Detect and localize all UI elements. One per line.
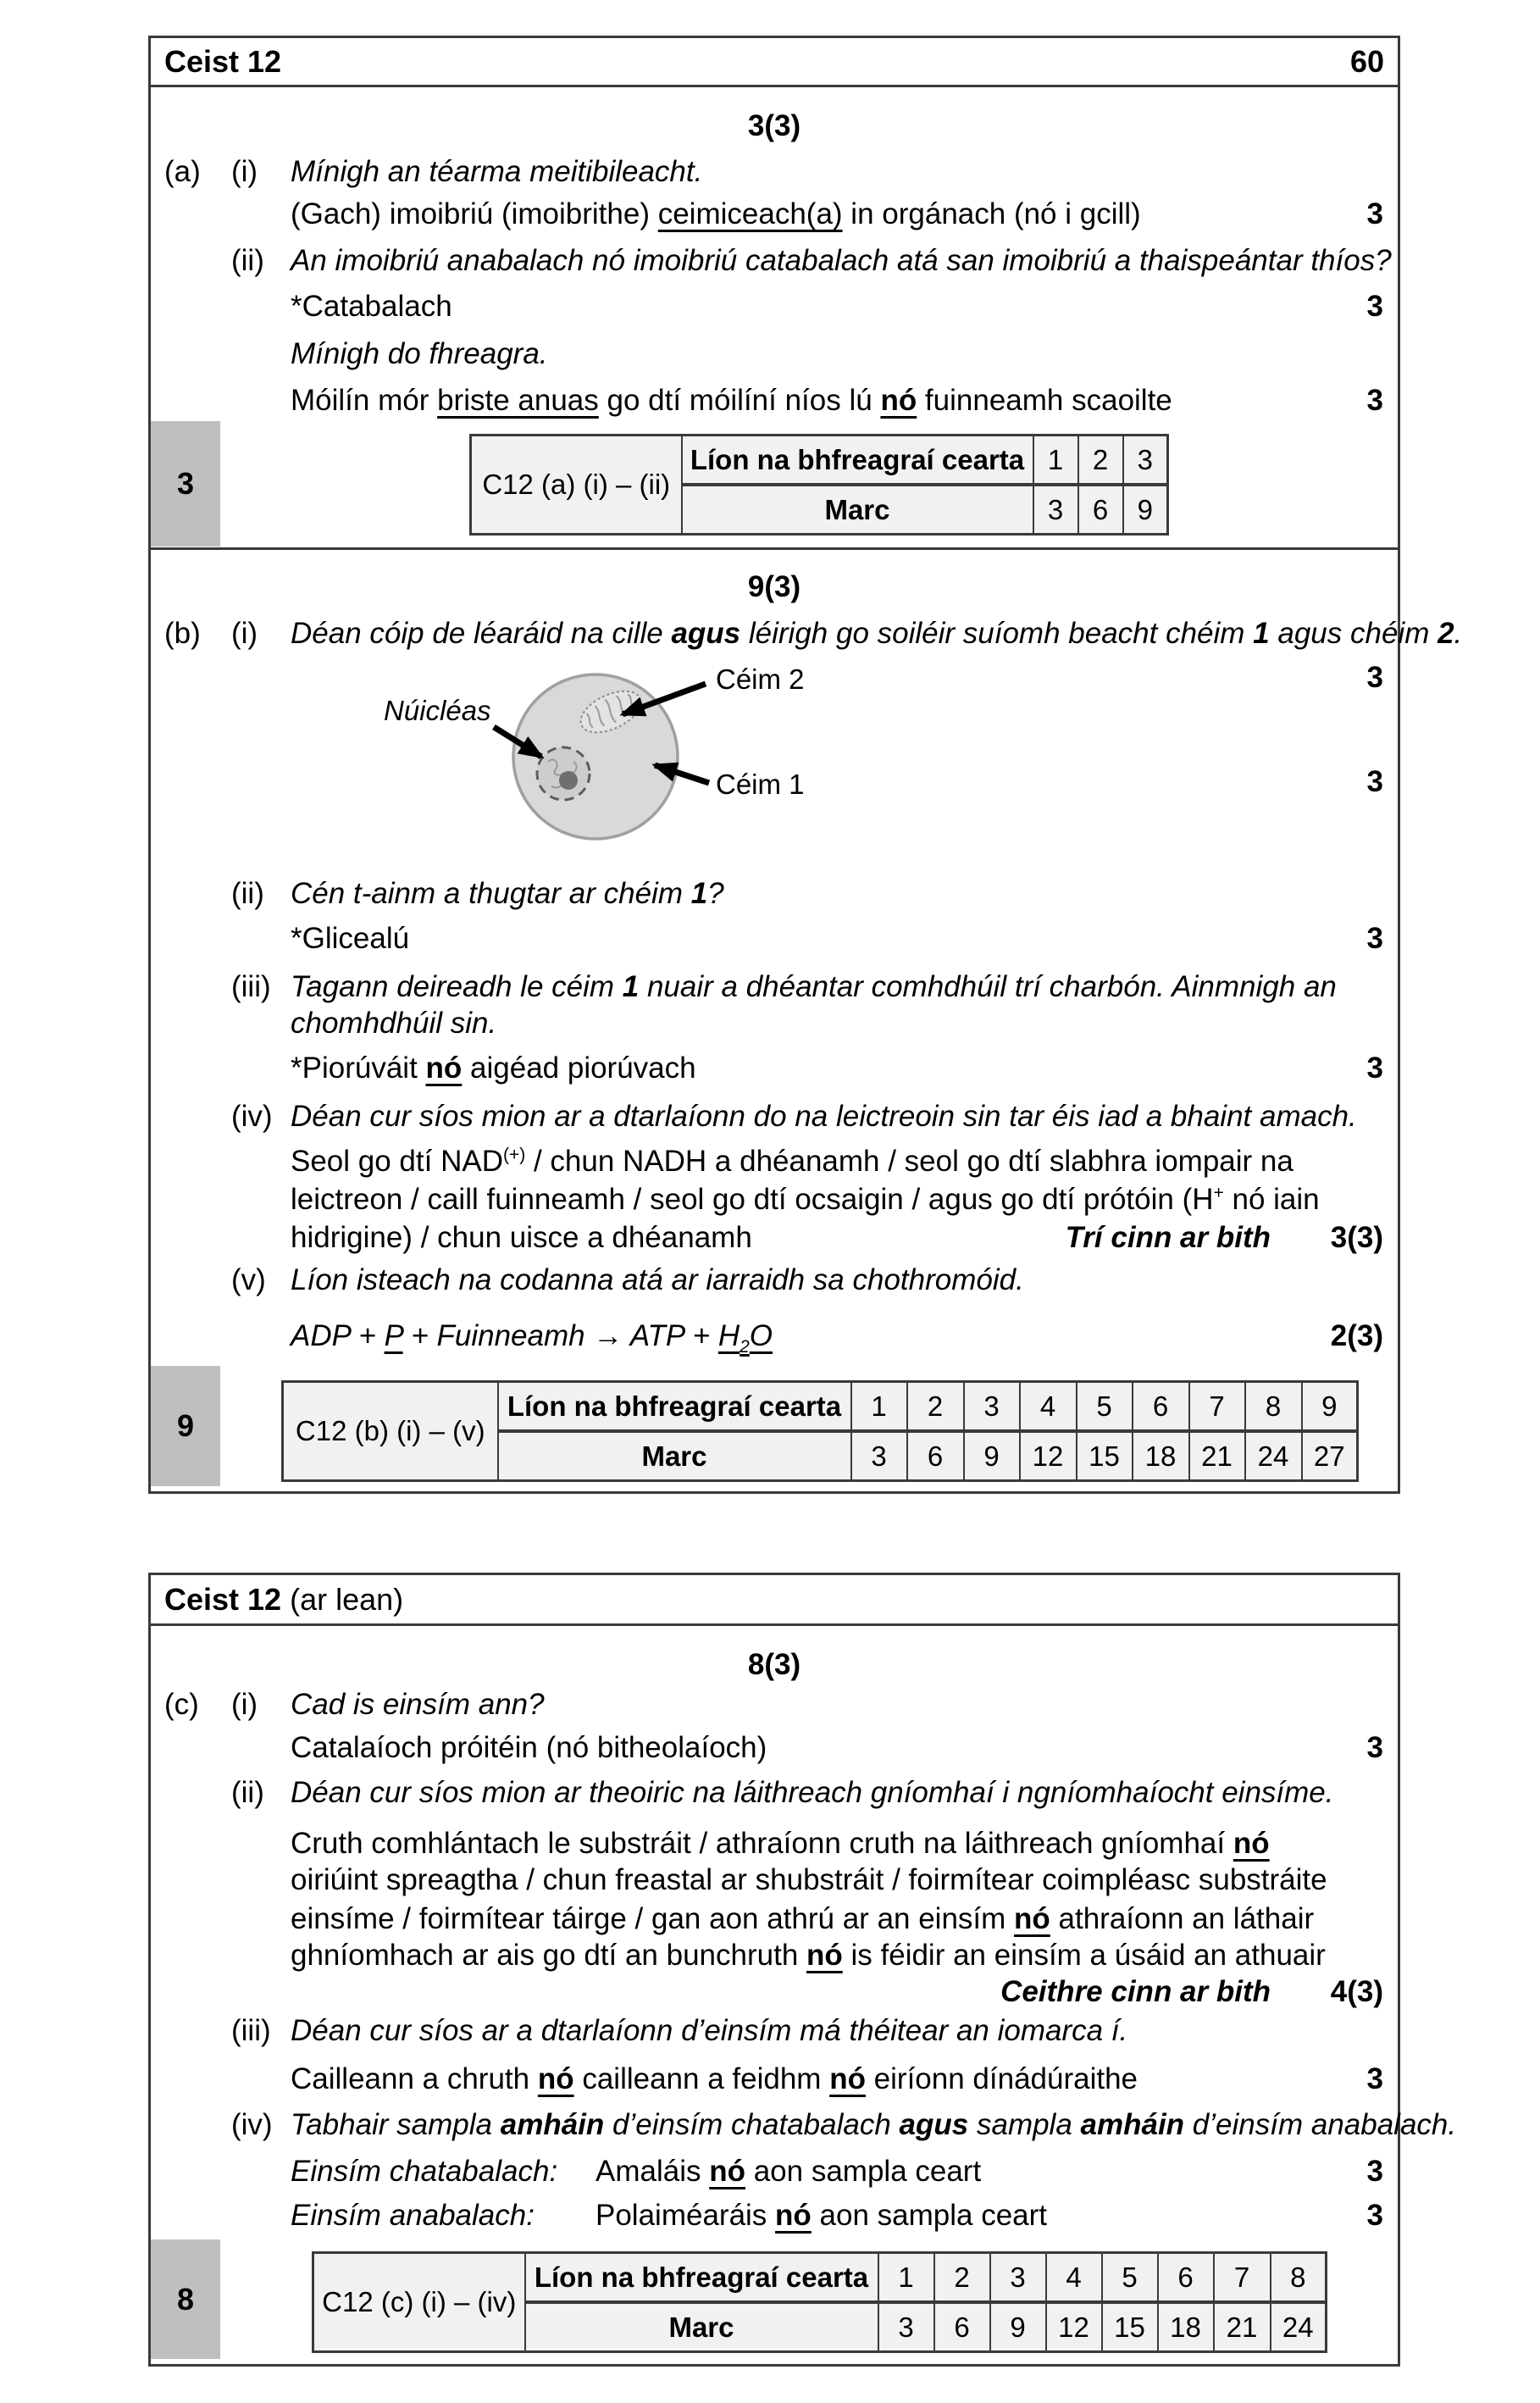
text-run: agus: [671, 617, 741, 650]
table-cell: 6: [934, 2302, 990, 2352]
text-run: nó: [829, 2062, 866, 2095]
answer-text: [291, 286, 452, 328]
question-a-ii: [151, 240, 1398, 282]
table-cell: 4: [1046, 2253, 1102, 2303]
text-run: P: [384, 1319, 403, 1352]
step2-label: Céim 2: [716, 663, 805, 695]
text-run: ADP +: [291, 1319, 385, 1352]
text-run: Seol go dtí NAD: [291, 1145, 503, 1178]
question-b-i: [151, 613, 1463, 655]
table-cell: 15: [1102, 2302, 1158, 2352]
text-run: Einsím anabalach:: [291, 2199, 535, 2232]
text-run: Móilín mór: [291, 384, 438, 417]
text-run: Déan cóip de léaráid na cille: [291, 617, 672, 650]
answer-text: [291, 1140, 1293, 1183]
mark-value: 2(3): [1330, 1319, 1383, 1352]
question-text: [291, 1259, 1024, 1301]
mark-value: 3: [1366, 1731, 1383, 1764]
question-header: [151, 1575, 1398, 1626]
text-run: →: [593, 1319, 623, 1352]
subpart-label: (ii): [231, 244, 264, 277]
text-run: / chun NADH a dhéanamh / seol go dtí slabhra iompair na: [525, 1145, 1293, 1178]
answer-a-ii-explain: [151, 380, 1398, 422]
answer-b-iii: [151, 1047, 1398, 1090]
mark-value: 3: [1366, 765, 1383, 798]
marking-table-a: [469, 434, 1169, 536]
mark-value: 3: [1366, 197, 1383, 230]
question-text: [291, 2010, 1127, 2052]
subpart-label: (i): [231, 155, 258, 188]
text-run: Mínigh do fhreagra.: [291, 337, 548, 370]
table-cell: 8: [1245, 1382, 1302, 1432]
text-run: nó: [537, 2062, 574, 2095]
text-run: Amaláis: [596, 2155, 710, 2188]
mark-value: 3: [1366, 2062, 1383, 2095]
part-label: (a): [164, 155, 201, 188]
mark-value: 3: [1366, 661, 1383, 694]
table-cell: 3: [878, 2302, 934, 2352]
subpart-label: (iv): [231, 2108, 273, 2141]
answer-label: [291, 2150, 557, 2193]
section-c-total-tab: 8: [151, 2239, 220, 2359]
table-cell: 2: [1078, 436, 1123, 486]
table-cell: 3: [964, 1382, 1020, 1432]
text-run: in orgánach (nó i gcill): [842, 197, 1141, 230]
answer-c-ii-line2: [151, 1859, 1398, 1901]
table-cell: 18: [1158, 2302, 1214, 2352]
table-count-label: Líon na bhfreagraí cearta: [525, 2253, 878, 2303]
text-run: eiríonn dínádúraithe: [865, 2062, 1138, 2095]
table-cell: 5: [1077, 1382, 1133, 1432]
table-cell: 15: [1077, 1431, 1133, 1481]
step1-label: Céim 1: [716, 769, 805, 800]
text-run: nó iain: [1223, 1183, 1320, 1216]
question-title: Ceist 12: [164, 43, 282, 79]
question-text: [291, 240, 1392, 282]
text-run: aigéad piorúvach: [462, 1052, 696, 1085]
table-ref: C12 (b) (i) – (v): [283, 1382, 498, 1481]
any-three-note: Trí cinn ar bith: [1065, 1221, 1271, 1254]
question-header: [151, 38, 1398, 87]
table-cell: 21: [1189, 1431, 1245, 1481]
text-run: Déan cur síos ar a dtarlaíonn d’einsím má théitear an iomarca í.: [291, 2014, 1128, 2047]
answer-text: [291, 1047, 696, 1090]
text-run: 2: [1438, 617, 1454, 650]
text-run: agus chéim: [1269, 617, 1438, 650]
question-text: [291, 613, 1462, 655]
table-count-label: Líon na bhfreagraí cearta: [498, 1382, 851, 1432]
question-text: [291, 1684, 545, 1726]
mark-value: 3: [1366, 2155, 1383, 2188]
answer-b-v-equation: [151, 1315, 1398, 1357]
table-mark-label: Marc: [498, 1431, 851, 1481]
text-run: einsíme / foirmítear táirge / gan aon athrú ar an einsím: [291, 1902, 1015, 1935]
table-cell: 21: [1214, 2302, 1271, 2352]
question-text: [291, 1772, 1333, 1814]
table-cell: 5: [1102, 2253, 1158, 2303]
text-run: *Piorúváit: [291, 1052, 426, 1085]
question-c-i: [151, 1684, 1398, 1726]
subpart-label: (iii): [231, 2014, 271, 2047]
text-run: amháin: [500, 2108, 605, 2141]
text-run: chomhdhúil sin.: [291, 1007, 497, 1040]
mark-value: 4(3): [1330, 1975, 1383, 2008]
answer-b-ii: [151, 918, 1398, 960]
table-ref: C12 (a) (i) – (ii): [471, 436, 682, 535]
text-run: leictreon / caill fuinneamh / seol go dtí ocsaigin / agus go dtí prótóin (H: [291, 1183, 1214, 1216]
text-run: d’einsím chatabalach: [604, 2108, 900, 2141]
section-a-heading: 3(3): [747, 109, 801, 142]
section-a-total-tab: 3: [151, 421, 220, 547]
table-cell: 4: [1020, 1382, 1077, 1432]
question-a-i: [151, 151, 1398, 193]
answer-c-i: [151, 1727, 1398, 1769]
text-run: Déan cur síos mion ar a dtarlaíonn do na leictreoin sin tar éis iad a bhaint amach.: [291, 1100, 1357, 1133]
text-run: (+): [502, 1145, 526, 1165]
text-run: O: [749, 1319, 773, 1352]
answer-text: [291, 193, 1141, 236]
answer-text: [596, 2150, 981, 2193]
text-run: nó: [425, 1052, 463, 1085]
table-cell: 1: [1033, 436, 1078, 486]
text-run: Mínigh an téarma meitibileacht.: [291, 155, 703, 188]
marking-table-b: [281, 1380, 1359, 1482]
text-run: aon sampla ceart: [745, 2155, 982, 2188]
marking-table-c: [312, 2251, 1327, 2353]
text-run: ceimiceach(a): [657, 197, 843, 230]
table-cell: 12: [1046, 2302, 1102, 2352]
question-box-ceist12-continued: [148, 1573, 1457, 2367]
text-run: H: [717, 1319, 740, 1352]
answer-c-iv-catabolic: [151, 2150, 1398, 2193]
answer-c-iv-anabolic: [151, 2195, 1398, 2237]
table-cell: 2: [934, 2253, 990, 2303]
table-cell: 9: [1302, 1382, 1358, 1432]
text-run: cailleann a feidhm: [573, 2062, 830, 2095]
answer-text: [291, 2058, 1138, 2101]
mark-value: 3(3): [1330, 1221, 1383, 1254]
text-run: agus: [899, 2108, 969, 2141]
table-cell: 9: [964, 1431, 1020, 1481]
table-cell: 1: [878, 2253, 934, 2303]
text-run: Déan cur síos mion ar theoiric na láithreach gníomhaí i ngníomhaíocht einsíme.: [291, 1776, 1334, 1809]
text-run: Cad is einsím ann?: [291, 1688, 545, 1721]
answer-text: [291, 1859, 1327, 1901]
answer-text: [291, 1727, 767, 1769]
mark-value: 3: [1366, 1052, 1383, 1085]
table-count-label: Líon na bhfreagraí cearta: [682, 436, 1033, 486]
text-run: ghníomhach ar ais go dtí an bunchruth: [291, 1939, 807, 1972]
text-run: *Catabalach: [291, 290, 452, 323]
answer-a-ii: [151, 286, 1398, 328]
text-run: léirigh go soiléir suíomh beacht chéim: [740, 617, 1254, 650]
text-run: Cailleann a chruth: [291, 2062, 538, 2095]
text-run: hidrigine) / chun uisce a dhéanamh: [291, 1221, 752, 1254]
question-subtitle: (ar lean): [290, 1581, 404, 1617]
text-run: + Fuinneamh: [402, 1319, 594, 1352]
text-run: athraíonn an láthair: [1050, 1902, 1315, 1935]
answer-text: [291, 1179, 1320, 1221]
text-run: Polaiméaráis: [596, 2199, 776, 2232]
text-run: nó: [806, 1939, 843, 1972]
text-run: briste anuas: [437, 384, 599, 417]
question-a-ii-explain: [151, 333, 1398, 375]
answer-b-iv-line2: [151, 1179, 1398, 1221]
text-run: Tabhair sampla: [291, 2108, 501, 2141]
table-cell: 7: [1214, 2253, 1271, 2303]
text-run: oiriúint spreagtha / chun freastal ar shubstráit / foirmítear coimpléasc substráite: [291, 1863, 1327, 1896]
section-divider: [148, 547, 1400, 550]
part-label: (c): [164, 1688, 199, 1721]
table-cell: 2: [907, 1382, 964, 1432]
answer-text: [291, 918, 409, 960]
text-run: (Gach) imoibriú (imoibrithe): [291, 197, 658, 230]
answer-text: [596, 2195, 1047, 2237]
question-b-iii-line2: [151, 1002, 1398, 1045]
table-cell: 9: [990, 2302, 1046, 2352]
question-text: [291, 151, 702, 193]
subpart-label: (iii): [231, 970, 271, 1003]
answer-c-iii: [151, 2058, 1398, 2101]
text-run: *Glicealú: [291, 922, 410, 955]
question-total-marks: 60: [1349, 43, 1384, 79]
table-cell: 3: [1123, 436, 1168, 486]
subpart-label: (i): [231, 1688, 258, 1721]
text-run: nó: [1233, 1827, 1270, 1860]
table-cell: 27: [1302, 1431, 1358, 1481]
table-cell: 3: [990, 2253, 1046, 2303]
table-cell: 6: [1078, 485, 1123, 535]
table-cell: 7: [1189, 1382, 1245, 1432]
question-text: [291, 1002, 496, 1045]
text-run: 2: [740, 1337, 750, 1357]
nucleus-label: Núicléas: [384, 695, 491, 726]
question-box-ceist12: [148, 36, 1463, 1494]
text-run: fuinneamh scaoilte: [917, 384, 1172, 417]
text-run: .: [1454, 617, 1463, 650]
equation-text: [291, 1315, 773, 1357]
text-run: Catalaíoch próitéin (nó bitheolaíoch): [291, 1731, 767, 1764]
text-run: 1: [622, 970, 640, 1003]
table-cell: 8: [1271, 2253, 1327, 2303]
table-cell: 18: [1133, 1431, 1189, 1481]
table-cell: 1: [851, 1382, 907, 1432]
subpart-label: (ii): [231, 1776, 264, 1809]
subpart-label: (ii): [231, 877, 264, 910]
answer-b-iv-line3: [151, 1217, 1398, 1259]
mark-value: 3: [1366, 922, 1383, 955]
mark-value: 3: [1366, 2199, 1383, 2232]
question-b-ii: [151, 873, 1398, 915]
table-cell: 24: [1271, 2302, 1327, 2352]
text-run: Líon isteach na codanna atá ar iarraidh sa chothromóid.: [291, 1263, 1024, 1296]
text-run: sampla: [968, 2108, 1081, 2141]
question-title: Ceist 12: [164, 1581, 282, 1617]
any-four-note: Ceithre cinn ar bith: [1000, 1975, 1271, 2008]
text-run: 1: [1253, 617, 1270, 650]
text-run: aon sampla ceart: [811, 2199, 1048, 2232]
question-c-iv: [151, 2104, 1457, 2146]
table-mark-label: Marc: [525, 2302, 878, 2352]
text-run: d’einsím anabalach.: [1184, 2108, 1457, 2141]
answer-c-ii-note-line: [151, 1971, 1398, 2013]
text-run: nuair a dhéantar comhdhúil trí charbón. Ainmnigh an: [639, 970, 1337, 1003]
text-run: Einsím chatabalach:: [291, 2155, 558, 2188]
answer-a-i: [151, 193, 1398, 236]
text-run: nó: [880, 384, 917, 417]
table-cell: 9: [1123, 485, 1168, 535]
question-text: [291, 2104, 1456, 2146]
section-b-heading: 9(3): [747, 570, 801, 603]
answer-b-iv-line1: [151, 1140, 1398, 1183]
answer-text: [291, 380, 1172, 422]
question-text: [291, 873, 724, 915]
text-run: An imoibriú anabalach nó imoibriú catabalach atá san imoibriú a thaispeántar thíos?: [291, 244, 1392, 277]
text-run: nó: [775, 2199, 812, 2232]
table-cell: 6: [1158, 2253, 1214, 2303]
answer-text: [291, 1217, 752, 1259]
table-cell: 3: [1033, 485, 1078, 535]
text-run: ATP +: [623, 1319, 718, 1352]
table-cell: 3: [851, 1431, 907, 1481]
text-run: nó: [1014, 1902, 1050, 1935]
text-run: +: [1213, 1183, 1224, 1203]
text-run: ?: [707, 877, 724, 910]
section-b-total-tab: 9: [151, 1366, 220, 1486]
subpart-label: (v): [231, 1263, 266, 1296]
text-run: Cruth comhlántach le substráit / athraíonn cruth na láithreach gníomhaí: [291, 1827, 1233, 1860]
text-run: nó: [709, 2155, 745, 2188]
section-c-heading: 8(3): [747, 1648, 801, 1681]
subpart-label: (iv): [231, 1100, 273, 1133]
question-b-iv: [151, 1096, 1398, 1138]
mark-value: 3: [1366, 290, 1383, 323]
subpart-label: (i): [231, 617, 258, 650]
part-label: (b): [164, 617, 201, 650]
table-cell: 12: [1020, 1431, 1077, 1481]
question-c-iii: [151, 2010, 1398, 2052]
mark-value: 3: [1366, 384, 1383, 417]
text-run: is féidir an einsím a úsáid an athuair: [842, 1939, 1326, 1972]
diagram-mark-top: [151, 657, 1398, 699]
diagram-mark-bottom: [151, 761, 1398, 803]
question-text: [291, 1096, 1357, 1138]
question-b-v: [151, 1259, 1398, 1301]
text-run: Cén t-ainm a thugtar ar chéim: [291, 877, 691, 910]
table-ref: C12 (c) (i) – (iv): [313, 2253, 525, 2352]
answer-label: [291, 2195, 535, 2237]
text-run: Tagann deireadh le céim: [291, 970, 623, 1003]
question-text: [291, 333, 548, 375]
text-run: go dtí móilíní níos lú: [598, 384, 881, 417]
text-run: amháin: [1080, 2108, 1185, 2141]
table-mark-label: Marc: [682, 485, 1033, 535]
text-run: 1: [690, 877, 708, 910]
question-c-ii: [151, 1772, 1398, 1814]
table-cell: 24: [1245, 1431, 1302, 1481]
table-cell: 6: [907, 1431, 964, 1481]
table-cell: 6: [1133, 1382, 1189, 1432]
